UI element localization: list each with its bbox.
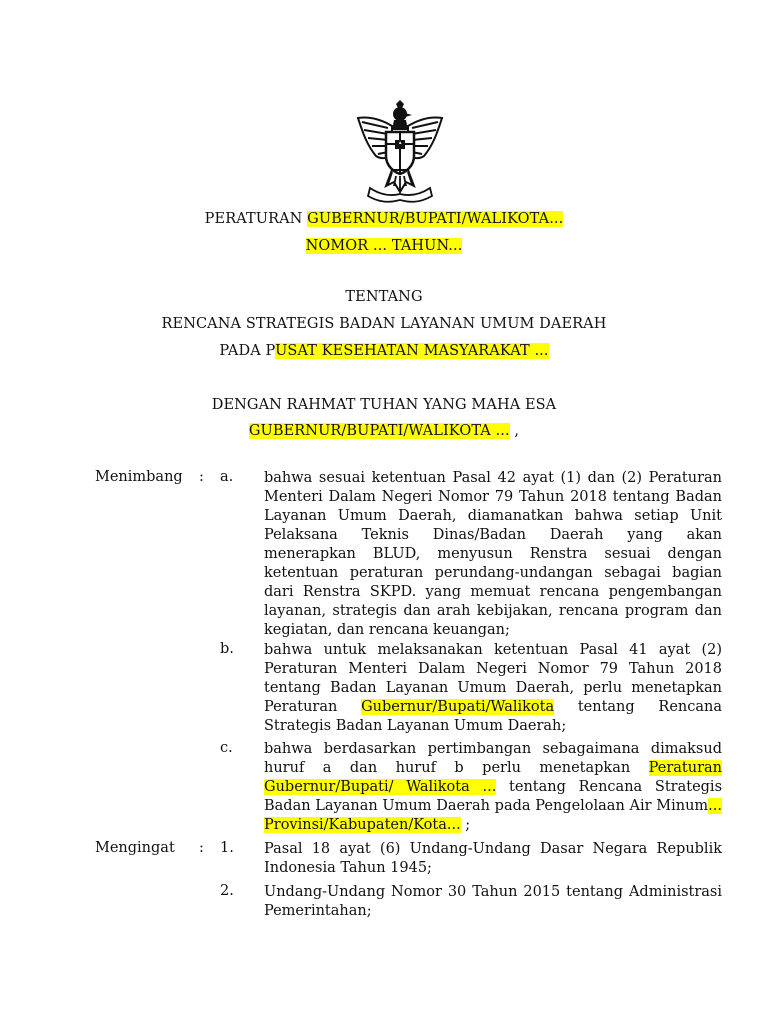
official-line	[0, 423, 768, 439]
regulation-title	[0, 211, 768, 227]
item-c-text-after: ;	[460, 817, 471, 833]
menimbang-item-b-text	[264, 641, 722, 736]
menimbang-label: Menimbang	[95, 469, 183, 485]
item-c-highlight-2: ... Provinsi/Kabupaten/Kota...	[264, 798, 722, 833]
regulation-number	[0, 238, 768, 254]
item-marker-c: c.	[220, 740, 233, 756]
garuda-emblem-icon	[352, 100, 448, 204]
title-official-highlight: GUBERNUR/BUPATI/WALIKOTA...	[307, 211, 564, 227]
item-marker-a: a.	[220, 469, 234, 485]
menimbang-colon: :	[199, 469, 204, 485]
item-marker-2: 2.	[220, 883, 234, 899]
item-b-highlight: Gubernur/Bupati/Walikota	[361, 699, 555, 715]
about-label: TENTANG	[345, 289, 423, 305]
title-prefix: PERATURAN	[204, 211, 308, 227]
mengingat-item-1-text: Pasal 18 ayat (6) Undang-Undang Dasar Negara Republik Indonesia Tahun 1945;	[264, 841, 722, 876]
item-c-text-middle: tentang Rencana Strategis Badan Layanan Umum Daerah pada Pengelolaan Air Minum	[264, 779, 723, 814]
subject-line-2	[0, 343, 768, 359]
item-c-text-before: bahwa berdasarkan pertimbangan sebagaimana dimaksud huruf a dan huruf b perlu menetapkan	[264, 741, 722, 776]
mengingat-colon: :	[199, 840, 204, 856]
item-b-text-after: tentang Rencana Strategis Badan Layanan Umum Daerah;	[264, 699, 722, 734]
blessing-line: DENGAN RAHMAT TUHAN YANG MAHA ESA	[211, 397, 557, 413]
official-suffix: ,	[509, 423, 520, 439]
official-highlight: GUBERNUR/BUPATI/WALIKOTA ...	[248, 423, 510, 439]
subject-line-2-prefix: PADA P	[219, 343, 276, 359]
subject-line-2-highlight: USAT KESEHATAN MASYARAKAT ...	[275, 343, 549, 359]
item-marker-1: 1.	[220, 840, 234, 856]
subject-line-1: RENCANA STRATEGIS BADAN LAYANAN UMUM DAERAH	[161, 316, 607, 332]
item-marker-b: b.	[220, 641, 234, 657]
number-line-highlight: NOMOR ... TAHUN...	[305, 238, 463, 254]
mengingat-label: Mengingat	[95, 840, 175, 856]
menimbang-item-a-text: bahwa sesuai ketentuan Pasal 42 ayat (1) dan (2) Peraturan Menteri Dalam Negeri Nomor 79 Tahun 2018 tentang Badan Layanan Umum Daerah, diamanatkan bahwa setiap Unit Pelaksana Teknis Dinas/Badan Daerah yang akan menerapkan BLUD, menyusun Renstra sesuai dengan ketentuan peraturan perundang-undangan sebagai bagian dari Renstra SKPD. yang memuat rencana pengembangan layanan, strategis dan arah kebijakan, rencana program dan kegiatan, dan rencana keuangan;	[264, 470, 722, 638]
item-c-highlight-1: Peraturan Gubernur/Bupati/ Walikota ...	[264, 760, 722, 795]
menimbang-item-c-text	[264, 740, 722, 835]
item-b-text-before: bahwa untuk melaksanakan ketentuan Pasal 41 ayat (2) Peraturan Menteri Dalam Negeri Nomor 79 Tahun 2018 tentang Badan Layanan Umum Daerah, perlu menetapkan Peraturan	[264, 642, 722, 715]
mengingat-item-2-text: Undang-Undang Nomor 30 Tahun 2015 tentang Administrasi Pemerintahan;	[264, 884, 722, 919]
